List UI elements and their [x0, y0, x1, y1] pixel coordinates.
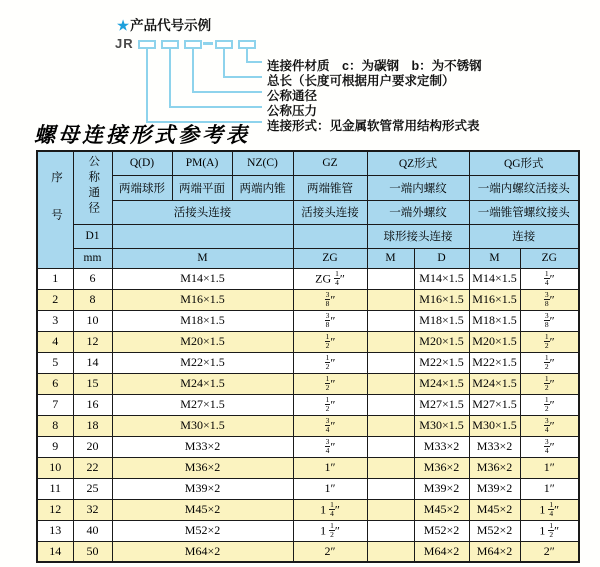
table-row: [37, 310, 579, 331]
header-gz-conn: 活接头连接: [293, 200, 367, 224]
cell-qg-m: M52×2: [469, 520, 520, 541]
cell-qg-m: M33×2: [469, 436, 520, 457]
cell-qz-d: M45×2: [414, 499, 469, 520]
cell-qz-d: M52×2: [414, 520, 469, 541]
cell-qg-m: M36×2: [469, 457, 520, 478]
header-q-desc: 两端球形: [112, 175, 172, 200]
header-gz-desc: 两端锥管: [293, 175, 367, 200]
cell-dn: 32: [73, 499, 112, 520]
cell-seq: 10: [37, 457, 73, 478]
cell-dn: 8: [73, 289, 112, 310]
cell-qg-zg: $\frac{1}{2}$ ″: [520, 331, 579, 352]
cell-qz-d: M20×1.5: [414, 331, 469, 352]
cell-qg-zg: 1 $\frac{1}{4}$ ″: [520, 499, 579, 520]
cell-qz-m: [367, 478, 414, 499]
cell-dn: 25: [73, 478, 112, 499]
cell-dn: 20: [73, 436, 112, 457]
cell-qz-m: [367, 520, 414, 541]
cell-seq: 5: [37, 352, 73, 373]
header-nominal-diameter: 公称通径: [73, 151, 112, 224]
cell-qg-m: M18×1.5: [469, 310, 520, 331]
cell-qg-zg: $\frac{3}{4}$ ″: [520, 436, 579, 457]
header-col-pm: PM(A): [172, 151, 232, 175]
table-row: [37, 394, 579, 415]
cell-qg-zg: $\frac{1}{4}$ ″: [520, 268, 579, 289]
label-total-length: 总长（长度可根据用户要求定制）: [267, 74, 455, 88]
header-unit-zg: ZG: [293, 248, 367, 268]
code-box-3: [184, 40, 202, 49]
header-pm-desc: 两端平面: [172, 175, 232, 200]
header-mm: mm: [73, 248, 112, 268]
header-unit-qg-m: M: [469, 248, 520, 268]
table-row: [37, 331, 579, 352]
cell-qg-zg: $\frac{3}{4}$ ″: [520, 415, 579, 436]
cell-qz-m: [367, 331, 414, 352]
cell-qz-d: M27×1.5: [414, 394, 469, 415]
cell-gz: 1″: [293, 478, 367, 499]
cell-gz: $\frac{3}{4}$ ″: [293, 415, 367, 436]
cell-dn: 18: [73, 415, 112, 436]
diagram-title-text: 产品代号示例: [130, 18, 212, 33]
header-unit-qz-m: M: [367, 248, 414, 268]
table-header: [37, 151, 579, 268]
table-row: [37, 289, 579, 310]
cell-gz: 1″: [293, 457, 367, 478]
cell-qz-m: [367, 289, 414, 310]
cell-gz: $\frac{1}{2}$ ″: [293, 352, 367, 373]
cell-qz-d: M30×1.5: [414, 415, 469, 436]
table-row: [37, 352, 579, 373]
cell-qz-m: [367, 436, 414, 457]
cell-m: M30×1.5: [112, 415, 293, 436]
cell-m: M64×2: [112, 541, 293, 562]
cell-qz-m: [367, 457, 414, 478]
cell-qg-zg: 1″: [520, 478, 579, 499]
cell-qz-d: M18×1.5: [414, 310, 469, 331]
cell-dn: 16: [73, 394, 112, 415]
cell-m: M36×2: [112, 457, 293, 478]
cell-seq: 1: [37, 268, 73, 289]
cell-qz-m: [367, 268, 414, 289]
header-unit-qz-d: D: [414, 248, 469, 268]
cell-gz: $\frac{3}{8}$ ″: [293, 310, 367, 331]
header-d1: D1: [73, 224, 112, 248]
cell-gz: 1 $\frac{1}{4}$ ″: [293, 499, 367, 520]
cell-gz: 2″: [293, 541, 367, 562]
label-nominal-pressure: 公称压力: [267, 104, 318, 118]
cell-seq: 2: [37, 289, 73, 310]
label-material: 连接件材质 c：为碳钢 b：为不锈钢: [267, 59, 482, 73]
cell-qz-d: M14×1.5: [414, 268, 469, 289]
cell-qz-m: [367, 415, 414, 436]
header-col-gz: GZ: [293, 151, 367, 175]
cell-qg-zg: 1 $\frac{1}{2}$ ″: [520, 520, 579, 541]
header-unit-m: M: [112, 248, 293, 268]
star-icon: ★: [117, 18, 130, 33]
nut-connection-table: [36, 150, 580, 563]
cell-seq: 13: [37, 520, 73, 541]
cell-gz: $\frac{1}{2}$ ″: [293, 331, 367, 352]
table-row: [37, 268, 579, 289]
cell-m: M18×1.5: [112, 310, 293, 331]
cell-gz: $\frac{1}{2}$ ″: [293, 373, 367, 394]
code-box-5: [238, 40, 256, 49]
code-box-2: [161, 40, 179, 49]
cell-m: M33×2: [112, 436, 293, 457]
cell-dn: 10: [73, 310, 112, 331]
cell-qz-d: M24×1.5: [414, 373, 469, 394]
cell-seq: 12: [37, 499, 73, 520]
cell-m: M22×1.5: [112, 352, 293, 373]
cell-seq: 9: [37, 436, 73, 457]
header-col-qg: QG形式: [469, 151, 579, 175]
header-nz-desc: 两端内锥: [232, 175, 293, 200]
cell-dn: 22: [73, 457, 112, 478]
cell-dn: 40: [73, 520, 112, 541]
cell-seq: 3: [37, 310, 73, 331]
cell-qg-zg: 1″: [520, 457, 579, 478]
connector-line-5: [246, 49, 262, 63]
cell-m: M20×1.5: [112, 331, 293, 352]
cell-qz-d: M39×2: [414, 478, 469, 499]
cell-qg-m: M64×2: [469, 541, 520, 562]
cell-seq: 7: [37, 394, 73, 415]
header-union-conn: 活接头连接: [112, 200, 293, 224]
cell-gz: $\frac{3}{8}$ ″: [293, 289, 367, 310]
cell-qz-m: [367, 394, 414, 415]
cell-m: M14×1.5: [112, 268, 293, 289]
header-col-q: Q(D): [112, 151, 172, 175]
cell-seq: 6: [37, 373, 73, 394]
cell-qg-m: M14×1.5: [469, 268, 520, 289]
cell-qz-d: M33×2: [414, 436, 469, 457]
cell-qg-zg: $\frac{1}{2}$ ″: [520, 352, 579, 373]
header-qz-conn: 球形接头连接: [367, 224, 469, 248]
cell-qg-zg: $\frac{1}{2}$ ″: [520, 373, 579, 394]
cell-dn: 6: [73, 268, 112, 289]
cell-seq: 4: [37, 331, 73, 352]
table-row: [37, 457, 579, 478]
label-connection-form: 连接形式：见金属软管常用结构形式表: [267, 119, 480, 133]
cell-dn: 50: [73, 541, 112, 562]
header-qg-desc: 一端内螺纹活接头: [469, 175, 579, 200]
code-box-4: [215, 40, 233, 49]
table-title: 螺母连接形式参考表: [34, 123, 250, 147]
cell-m: M52×2: [112, 520, 293, 541]
cell-dn: 15: [73, 373, 112, 394]
cell-m: M39×2: [112, 478, 293, 499]
cell-qg-m: M45×2: [469, 499, 520, 520]
cell-qz-m: [367, 373, 414, 394]
label-nominal-diameter: 公称通径: [267, 89, 318, 103]
cell-seq: 14: [37, 541, 73, 562]
cell-dn: 14: [73, 352, 112, 373]
header-unit-qg-zg: ZG: [520, 248, 579, 268]
cell-qz-d: M36×2: [414, 457, 469, 478]
cell-m: M16×1.5: [112, 289, 293, 310]
cell-qg-m: M24×1.5: [469, 373, 520, 394]
table-row: [37, 415, 579, 436]
table-row: [37, 520, 579, 541]
cell-qz-m: [367, 352, 414, 373]
cell-qz-m: [367, 541, 414, 562]
table-row: [37, 499, 579, 520]
cell-qz-m: [367, 499, 414, 520]
cell-qg-zg: 2″: [520, 541, 579, 562]
cell-m: M24×1.5: [112, 373, 293, 394]
cell-qg-m: M20×1.5: [469, 331, 520, 352]
code-prefix: JR: [115, 36, 134, 51]
cell-qg-m: M39×2: [469, 478, 520, 499]
cell-qg-zg: $\frac{3}{8}$ ″: [520, 289, 579, 310]
header-col-qz: QZ形式: [367, 151, 469, 175]
header-seq: 序号: [37, 151, 73, 268]
cell-dn: 12: [73, 331, 112, 352]
cell-qg-m: M30×1.5: [469, 415, 520, 436]
cell-qg-m: M27×1.5: [469, 394, 520, 415]
cell-qz-d: M22×1.5: [414, 352, 469, 373]
code-dash: [203, 42, 213, 45]
header-qz-desc: 一端内螺纹: [367, 175, 469, 200]
cell-qg-m: M16×1.5: [469, 289, 520, 310]
cell-qg-zg: $\frac{1}{2}$ ″: [520, 394, 579, 415]
header-col-nz: NZ(C): [232, 151, 293, 175]
header-empty-gz: [293, 224, 367, 248]
code-box-1: [138, 40, 156, 49]
cell-qg-zg: $\frac{3}{8}$ ″: [520, 310, 579, 331]
header-qz-desc2: 一端外螺纹: [367, 200, 469, 224]
diagram-title: [117, 14, 211, 34]
header-qg-conn: 连接: [469, 224, 579, 248]
cell-seq: 8: [37, 415, 73, 436]
cell-gz: $\frac{1}{2}$ ″: [293, 394, 367, 415]
cell-qg-m: M22×1.5: [469, 352, 520, 373]
table-row: [37, 541, 579, 562]
cell-qz-m: [367, 310, 414, 331]
table-row: [37, 478, 579, 499]
table-body: [37, 268, 579, 562]
cell-qz-d: M16×1.5: [414, 289, 469, 310]
cell-gz: ZG $\frac{1}{4}$ ″: [293, 268, 367, 289]
cell-gz: 1 $\frac{1}{2}$ ″: [293, 520, 367, 541]
table-row: [37, 373, 579, 394]
cell-m: M45×2: [112, 499, 293, 520]
table-row: [37, 436, 579, 457]
cell-m: M27×1.5: [112, 394, 293, 415]
cell-seq: 11: [37, 478, 73, 499]
header-qg-desc2: 一端锥管螺纹接头: [469, 200, 579, 224]
header-empty-m: [112, 224, 293, 248]
cell-gz: $\frac{3}{4}$ ″: [293, 436, 367, 457]
cell-qz-d: M64×2: [414, 541, 469, 562]
